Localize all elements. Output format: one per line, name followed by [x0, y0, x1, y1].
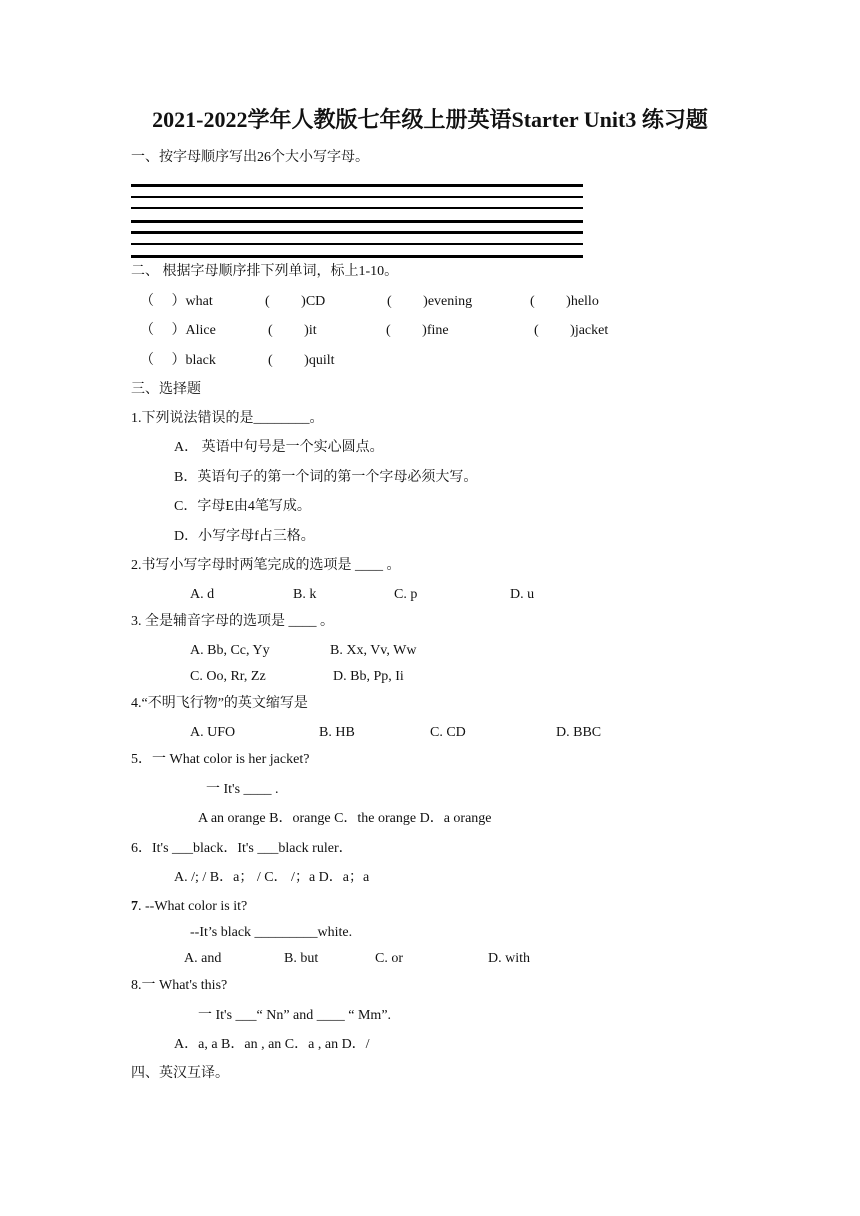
writing-line [131, 184, 583, 187]
page-title: 2021-2022学年人教版七年级上册英语Starter Unit3 练习题 [152, 107, 708, 132]
question-4-option: D. BBC [556, 725, 602, 740]
question-3-option: A. Bb, Cc, Yy [190, 643, 270, 658]
question-5-options: A an orange B．orange C．the orange D．a orange [198, 811, 492, 826]
question-3-option: B. Xx, Vv, Ww [330, 643, 417, 658]
question-2-option: D. u [510, 587, 535, 602]
order-item: （ ）what [140, 294, 213, 309]
question-1-stem: 1.下列说法错误的是________。 [131, 411, 324, 426]
question-3-option: D. Bb, Pp, Ii [333, 669, 404, 684]
question-2-option: A. d [190, 587, 215, 602]
writing-line [131, 220, 583, 223]
question-8-stem: 8.一 What's this? [131, 978, 228, 993]
question-1-option: A． 英语中句号是一个实心圆点。 [174, 440, 384, 455]
order-item: （ ）black [140, 353, 216, 368]
question-2-stem: 2.书写小写字母时两笔完成的选项是 ____ 。 [131, 558, 401, 573]
question-2-option: C. p [394, 587, 418, 602]
question-6-options: A. /; / B．a； / C． /；a D．a；a [174, 870, 370, 885]
question-7-number: 7 [131, 899, 138, 914]
question-1-option: B．英语句子的第一个词的第一个字母必须大写。 [174, 470, 478, 485]
question-7-option: C. or [375, 951, 403, 966]
order-item: （ ）Alice [140, 323, 216, 338]
question-7-text: . --What color is it? [138, 899, 248, 914]
question-5-stem: 5．一 What color is her jacket? [131, 752, 310, 767]
question-8-answer-line: 一 It's ___“ Nn” and ____ “ Mm”. [198, 1008, 392, 1023]
section4-heading: 四、英汉互译。 [131, 1066, 229, 1081]
order-item: ( )hello [530, 294, 599, 309]
question-1-option: C．字母E由4笔写成。 [174, 499, 311, 514]
question-5-answer-line: 一 It's ____ . [206, 782, 279, 797]
section2-heading: 二、 根据字母顺序排下列单词，标上1-10。 [131, 264, 399, 279]
question-4-option: A. UFO [190, 725, 236, 740]
order-item: ( )fine [386, 323, 449, 338]
writing-line [131, 196, 583, 198]
question-7-option: A. and [184, 951, 222, 966]
question-2-option: B. k [293, 587, 317, 602]
question-7-answer-line: --It’s black _________white. [190, 925, 353, 940]
question-4-option: B. HB [319, 725, 355, 740]
question-6-stem: 6．It's ___black．It's ___black ruler． [131, 841, 353, 856]
question-3-option: C. Oo, Rr, Zz [190, 669, 266, 684]
order-item: ( )evening [387, 294, 473, 309]
writing-line [131, 231, 583, 234]
order-item: ( )it [268, 323, 317, 338]
question-8-options: A．a, a B．an , an C．a , an D．/ [174, 1037, 370, 1052]
order-item: ( )quilt [268, 353, 335, 368]
question-7-option: B. but [284, 951, 319, 966]
section3-heading: 三、选择题 [131, 382, 201, 397]
order-item: ( )jacket [534, 323, 609, 338]
question-4-option: C. CD [430, 725, 466, 740]
section1-heading: 一、按字母顺序写出26个大小写字母。 [131, 150, 369, 165]
question-7-option: D. with [488, 951, 530, 966]
writing-line [131, 255, 583, 258]
question-7-stem [131, 898, 247, 916]
writing-line [131, 243, 583, 245]
question-1-option: D．小写字母f占三格。 [174, 529, 315, 544]
question-4-stem: 4.“不明飞行物”的英文缩写是 [131, 696, 308, 711]
order-item: ( )CD [265, 294, 326, 309]
writing-line [131, 207, 583, 209]
question-3-stem: 3. 全是辅音字母的选项是 ____ 。 [131, 614, 334, 629]
